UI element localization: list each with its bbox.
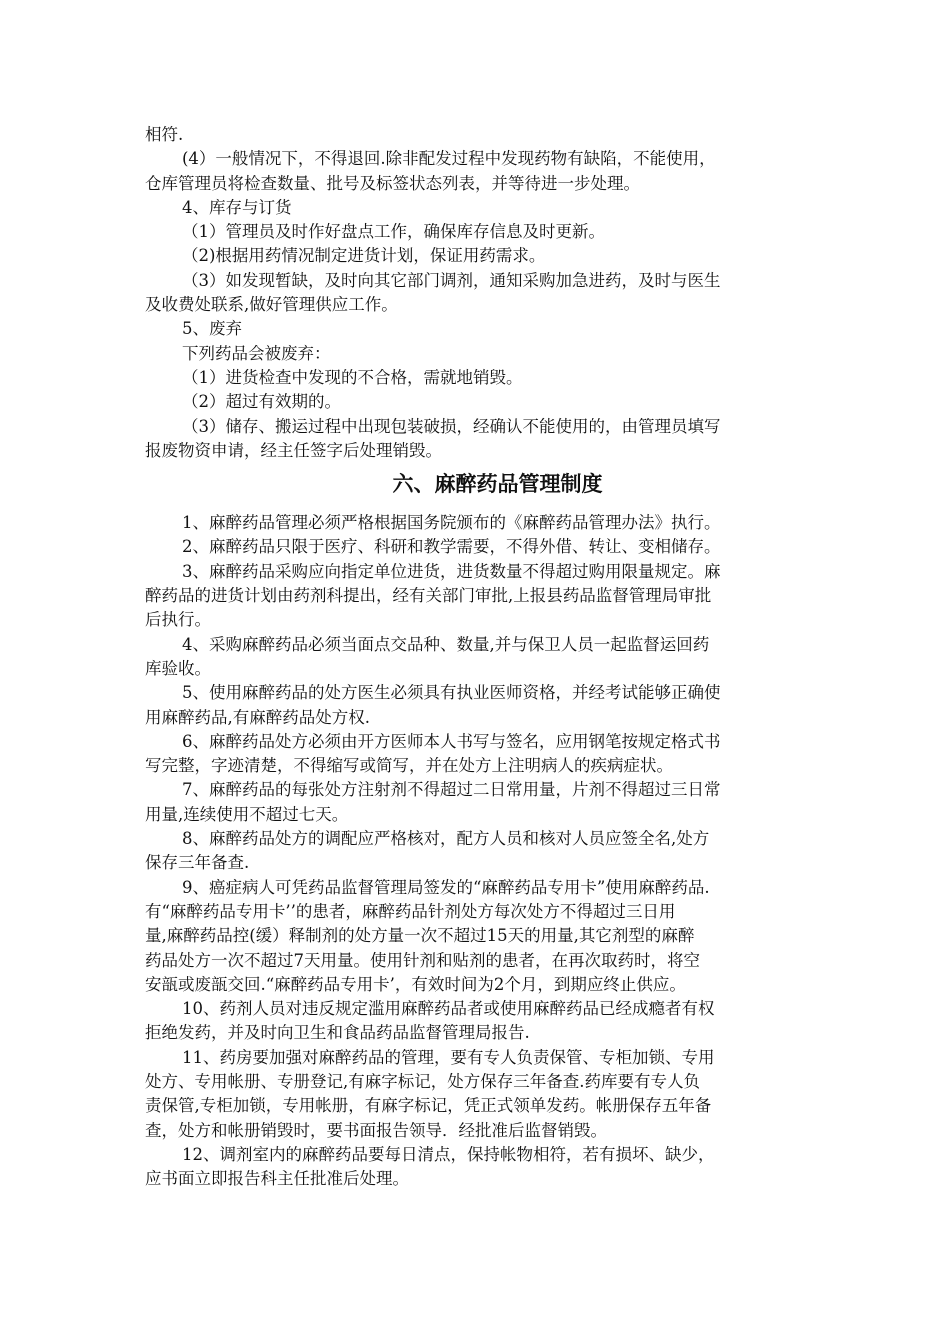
text-line: 5、使用麻醉药品的处方医生必须具有执业医师资格，并经考试能够正确使: [182, 683, 721, 703]
text-line: 责保管,专柜加锁，专用帐册，有麻字标记，凭正式领单发药。帐册保存五年备: [145, 1096, 712, 1116]
text-line: 8、麻醉药品处方的调配应严格核对，配方人员和核对人员应签全名,处方: [182, 829, 710, 849]
text-line: 3、麻醉药品采购应向指定单位进货，进货数量不得超过购用限量规定。麻: [182, 561, 721, 581]
text-line: 下列药品会被废弃：: [182, 343, 331, 363]
text-line: 1、麻醉药品管理必须严格根据国务院颁布的《麻醉药品管理办法》执行。: [182, 513, 721, 533]
text-line: （1）管理员及时作好盘点工作，确保库存信息及时更新。: [182, 222, 605, 242]
text-line: 有“麻醉药品专用卡’’的患者，麻醉药品针剂处方每次处方不得超过三日用: [145, 901, 676, 921]
text-line: 写完整，字迹清楚，不得缩写或简写，并在处方上注明病人的疾病症状。: [145, 756, 673, 776]
section-continuation: [145, 123, 810, 463]
text-line: 处方、专用帐册、专册登记,有麻字标记，处方保存三年备查.药库要有专人负: [145, 1071, 700, 1091]
text-line: 量,麻醉药品控(缓）释制剂的处方量一次不超过15天的用量,其它剂型的麻醉: [145, 926, 695, 946]
text-line: (4）一般情况下，不得退回.除非配发过程中发现药物有缺陷，不能使用，: [182, 149, 716, 169]
text-line: 用量,连续使用不超过七天。: [145, 804, 349, 824]
text-line: 药品处方一次不超过7天用量。使用针剂和贴剂的患者，在再次取药时，将空: [145, 950, 700, 970]
text-line: 及收费处联系,做好管理供应工作。: [145, 295, 398, 315]
text-line: 查，处方和帐册销毁时，要书面报告领导．经批准后监督销毁。: [145, 1120, 607, 1140]
text-line: （2)根据用药情况制定进货计划，保证用药需求。: [182, 246, 546, 266]
text-line: 保存三年备查.: [145, 853, 250, 873]
text-line: 5、废弃: [182, 319, 242, 339]
text-line: （3）储存、搬运过程中出现包装破损，经确认不能使用的，由管理员填写: [182, 416, 721, 436]
text-line: 库验收。: [145, 658, 211, 678]
text-line: 用麻醉药品,有麻醉药品处方权.: [145, 707, 370, 727]
text-line: 7、麻醉药品的每张处方注射剂不得超过二日常用量，片剂不得超过三日常: [182, 780, 721, 800]
text-line: 安瓿或废瓿交回.“麻醉药品专用卡’，有效时间为2个月，到期应终止供应。: [145, 974, 686, 994]
section-heading: 六、麻醉药品管理制度: [392, 472, 603, 497]
text-line: （1）进货检查中发现的不合格，需就地销毁。: [182, 367, 523, 387]
text-line: 应书面立即报告科主任批准后处理。: [145, 1169, 409, 1189]
text-line: 12、调剂室内的麻醉药品要每日清点，保持帐物相符，若有损坏、缺少，: [182, 1144, 715, 1164]
text-line: 4、采购麻醉药品必须当面点交品种、数量,并与保卫人员一起监督运回药: [182, 634, 710, 654]
text-line: （3）如发现暂缺，及时向其它部门调剂，通知采购加急进药，及时与医生: [182, 270, 721, 290]
text-line: 2、麻醉药品只限于医疗、科研和教学需要，不得外借、转让、变相储存。: [182, 537, 721, 557]
text-line: 醉药品的进货计划由药剂科提出，经有关部门审批,上报县药品监督管理局审批: [145, 586, 712, 606]
text-line: 拒绝发药，并及时向卫生和食品药品监督管理局报告.: [145, 1023, 530, 1043]
narcotic-drug-rules: [145, 511, 810, 1191]
text-line: 6、麻醉药品处方必须由开方医师本人书写与签名，应用钢笔按规定格式书: [182, 731, 721, 751]
document-page: [145, 123, 810, 1191]
text-line: 9、癌症病人可凭药品监督管理局签发的“麻醉药品专用卡”使用麻醉药品.: [182, 877, 710, 897]
text-line: 10、药剂人员对违反规定滥用麻醉药品者或使用麻醉药品已经成瘾者有权: [182, 999, 715, 1019]
text-line: （2）超过有效期的。: [182, 392, 341, 412]
text-line: 报废物资申请，经主任签字后处理销毁。: [145, 440, 442, 460]
text-line: 仓库管理员将检查数量、批号及标签状态列表，并等待进一步处理。: [145, 173, 640, 193]
text-line: 相符.: [145, 125, 184, 144]
text-line: 11、药房要加强对麻醉药品的管理，要有专人负责保管、专柜加锁、专用: [182, 1047, 715, 1067]
text-line: 4、库存与订货: [182, 197, 292, 217]
text-line: 后执行。: [145, 610, 211, 630]
